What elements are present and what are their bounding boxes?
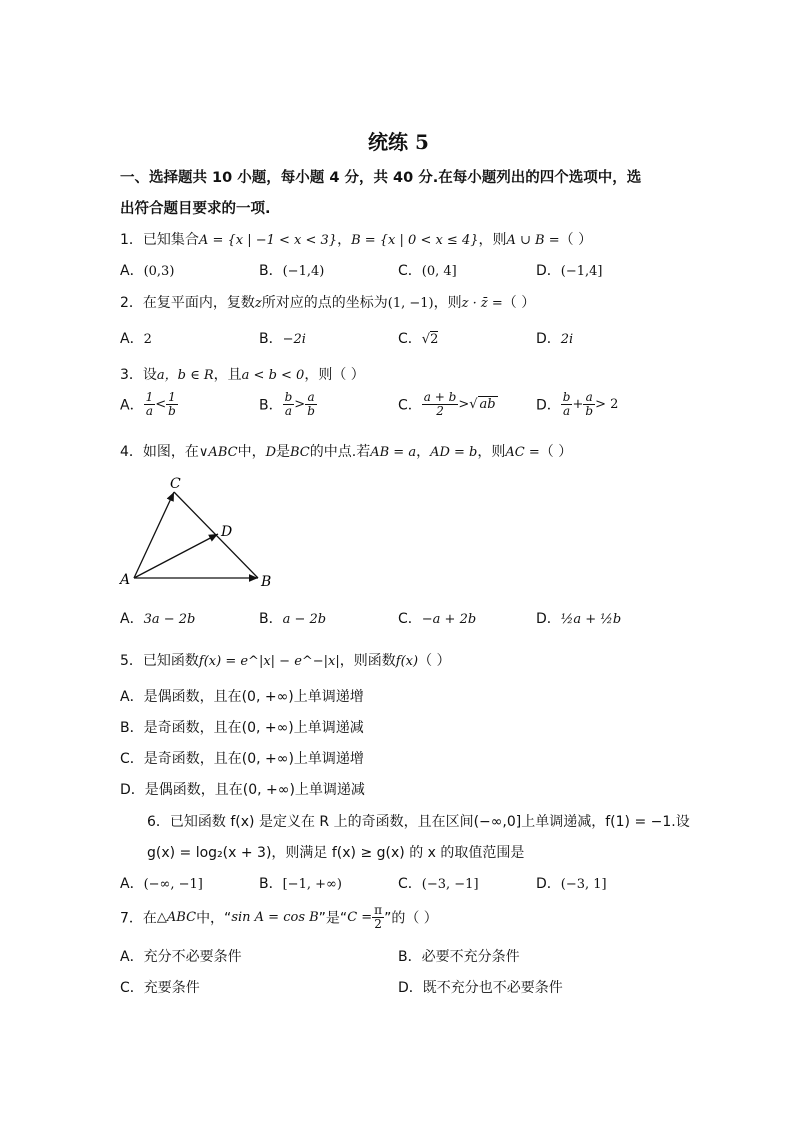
option-value: 是奇函数，且在(0, +∞)上单调递减 [143,720,364,736]
option-value: ½a + ½b [560,612,622,627]
q4-text-c: 是 [276,444,291,460]
option-value: (−3, 1] [560,877,607,892]
q5-option-a[interactable] [120,686,364,706]
triangle-figure [110,470,290,595]
option-label: A． [120,876,144,892]
question-1 [120,229,592,249]
q3-option-d[interactable] [536,391,618,418]
q4-option-c[interactable] [398,608,476,628]
option-value: a − 2b [282,612,327,627]
q5-option-b[interactable] [120,717,364,737]
q3-option-b[interactable] [259,391,317,418]
q2-option-b[interactable] [259,328,306,348]
q7-condition2: C = [347,910,373,925]
operator: > 2 [595,397,619,412]
question-2 [120,292,535,312]
option-value: 3a − 2b [143,612,196,627]
q2-text-a: 2．在复平面内，复数 [120,295,255,311]
q7-text-d: ”的（ ） [384,910,438,927]
option-label: A． [120,689,144,705]
q4-vector-ad: AD = b [430,445,478,460]
option-label: A． [120,949,144,965]
option-label: B． [259,611,283,627]
q4-option-d[interactable] [536,608,621,628]
option-label: C． [398,397,422,414]
q5-option-d[interactable] [120,779,365,799]
q7-option-d[interactable] [398,977,563,997]
option-value: 是偶函数，且在(0, +∞)上单调递减 [144,782,365,798]
option-label: B． [120,720,144,736]
q6-option-d[interactable] [536,873,607,893]
q4-option-a[interactable] [120,608,195,628]
q5-text-a: 5．已知函数 [120,653,199,669]
fraction: $\frac{a}{b}$ [585,390,594,418]
option-label: D． [536,331,561,347]
q7-option-a[interactable] [120,946,242,966]
sqrt-radicand: ab [479,397,496,412]
q5-paren: （ ） [418,653,451,669]
option-label: C． [120,980,144,996]
q3-text-c: ，则（ ） [304,367,365,383]
fraction: $\frac{b}{a}$ [284,390,293,418]
q4-text-d: 的中点.若 [309,444,371,460]
q5-function: f(x) = e^|x| − e^−|x| [198,654,340,669]
option-value: 2 [430,332,439,347]
q5-option-c[interactable] [120,748,364,768]
question-5 [120,650,451,670]
point-c-label: C [170,476,181,492]
q2-option-a[interactable] [120,328,152,348]
q3-text-b: ，且 [213,367,242,383]
vector-ad [134,534,218,578]
option-value: [−1, +∞) [282,877,342,892]
option-value: (−3, −1] [421,877,479,892]
q7-text-a: 7．在 [120,910,157,927]
option-value: 充分不必要条件 [143,949,242,965]
option-label: D． [536,263,561,279]
q2-text-b: 所对应的点的坐标为 [261,295,388,311]
option-value: (0, 4] [421,264,457,279]
option-value: 充要条件 [143,980,200,996]
option-value: 必要不充分条件 [421,949,520,965]
q2-expr: z · z̄ = [461,296,503,311]
q3-cond: a < b < 0 [241,368,305,383]
option-label: B． [259,397,283,414]
option-label: C． [120,751,144,767]
option-label: B． [259,331,283,347]
q2-coord: (1, −1) [387,296,434,311]
point-b-label: B [261,574,272,590]
q4-vector-ac: AC = [505,445,540,460]
q2-text-c: ，则 [433,295,462,311]
q5-fx: f(x) [395,654,419,669]
question-6-line2: g(x) = log₂(x + 3)，则满足 f(x) ≥ g(x) 的 x 的取值范围是 [147,845,525,861]
option-label: A． [120,611,144,627]
q1-option-c[interactable] [398,260,457,280]
q3-vars: a，b ∈ R [156,368,214,383]
point-a-label: A [120,572,131,588]
q4-triangle: ∨ABC [198,445,238,460]
q6-option-a[interactable] [120,873,203,893]
option-label: D． [120,782,145,798]
option-value: −2i [282,332,306,347]
q4-text-a: 4．如图，在 [120,444,199,460]
fraction: $\frac{1}{a}$ [145,390,154,418]
q7-condition: sin A = cos B [231,910,319,925]
option-label: C． [398,263,422,279]
q4-segment-bc: BC [290,445,310,460]
section-header-line2: 出符合题目要求的一项. [120,201,271,217]
option-label: C． [398,876,422,892]
option-label: C． [398,331,422,347]
option-label: A． [120,331,144,347]
q3-option-a[interactable] [120,391,178,418]
option-label: A． [120,397,144,414]
option-value: 既不充分也不必要条件 [422,980,563,996]
operator: > [294,397,306,412]
option-label: D． [536,611,561,627]
q1-text-a: 1．已知集合 [120,232,199,248]
q6-option-c[interactable] [398,873,479,893]
q3-text-a: 3．设 [120,367,157,383]
option-value: (0,3) [143,264,175,279]
option-value: −a + 2b [421,612,477,627]
q3-option-c[interactable]: C． $\frac{a + b}{2}$ >√ ab [398,390,496,418]
option-label: B． [259,876,283,892]
page-title: 统练 5 [368,130,429,154]
option-label: D． [536,876,561,892]
q1-option-d[interactable] [536,260,603,280]
option-label: B． [398,949,422,965]
q2-var: z [254,296,262,311]
q4-text-e: ， [416,444,431,460]
q4-option-b[interactable] [259,608,326,628]
q1-expr: A ∪ B = [506,233,560,248]
option-label: B． [259,263,283,279]
q1-text-b: ， [337,232,352,248]
q1-paren: （ ） [559,232,593,248]
question-3 [120,364,365,384]
section-header-line1: 一、选择题共 10 小题，每小题 4 分，共 40 分.在每小题列出的四个选项中，选 [120,170,642,186]
q5-text-b: ，则函数 [339,653,396,669]
operator: + [572,397,584,412]
question-7 [120,904,438,931]
option-value: (−∞, −1] [143,877,203,892]
option-value: (−1,4] [560,264,603,279]
option-value: 2i [560,332,574,347]
fraction: $\frac{\pi}{2}$ [374,903,383,931]
q4-text-b: 中， [237,444,266,460]
q4-point-d: D [265,445,277,460]
option-value: 是奇函数，且在(0, +∞)上单调递增 [143,751,364,767]
option-label: D． [398,980,423,996]
fraction: $\frac{b}{a}$ [562,390,571,418]
q2-paren: （ ） [502,295,536,311]
option-label: A． [120,263,144,279]
question-4 [120,441,572,461]
point-d-label: D [221,524,233,540]
fraction: $\frac{a}{b}$ [307,390,315,418]
q4-vector-ab: AB = a [370,445,417,460]
q2-option-d[interactable] [536,328,573,348]
q4-paren: （ ） [539,444,573,460]
q4-text-f: ，则 [477,444,506,460]
vector-ac [134,492,174,578]
fraction: $\frac{1}{b}$ [168,390,176,418]
option-value: (−1,4) [282,264,325,279]
operator: > [458,397,470,412]
option-label: C． [398,611,422,627]
q2-option-c[interactable]: C．√2 [398,331,439,347]
option-value: 2 [143,332,152,347]
q7-option-b[interactable] [398,946,520,966]
option-value: 是偶函数，且在(0, +∞)上单调递增 [143,689,364,705]
q1-text-c: ，则 [478,232,507,248]
q7-text-c: ”是“ [318,910,348,927]
operator: < [155,397,167,412]
q1-option-b[interactable] [259,260,324,280]
q1-set-b: B = {x | 0 < x ≤ 4} [351,233,479,248]
question-6-line1: 6．已知函数 f(x) 是定义在 R 上的奇函数，且在区间(−∞,0]上单调递减，f(1) = −1.设 [147,814,690,830]
q7-option-c[interactable] [120,977,200,997]
q7-triangle: △ABC [156,910,197,925]
q1-set-a: A = {x | −1 < x < 3} [198,233,338,248]
fraction: $\frac{a + b}{2}$ [423,390,457,418]
q6-option-b[interactable] [259,873,342,893]
option-label: D． [536,397,561,414]
q7-text-b: 中，“ [196,910,232,927]
q1-option-a[interactable] [120,260,174,280]
